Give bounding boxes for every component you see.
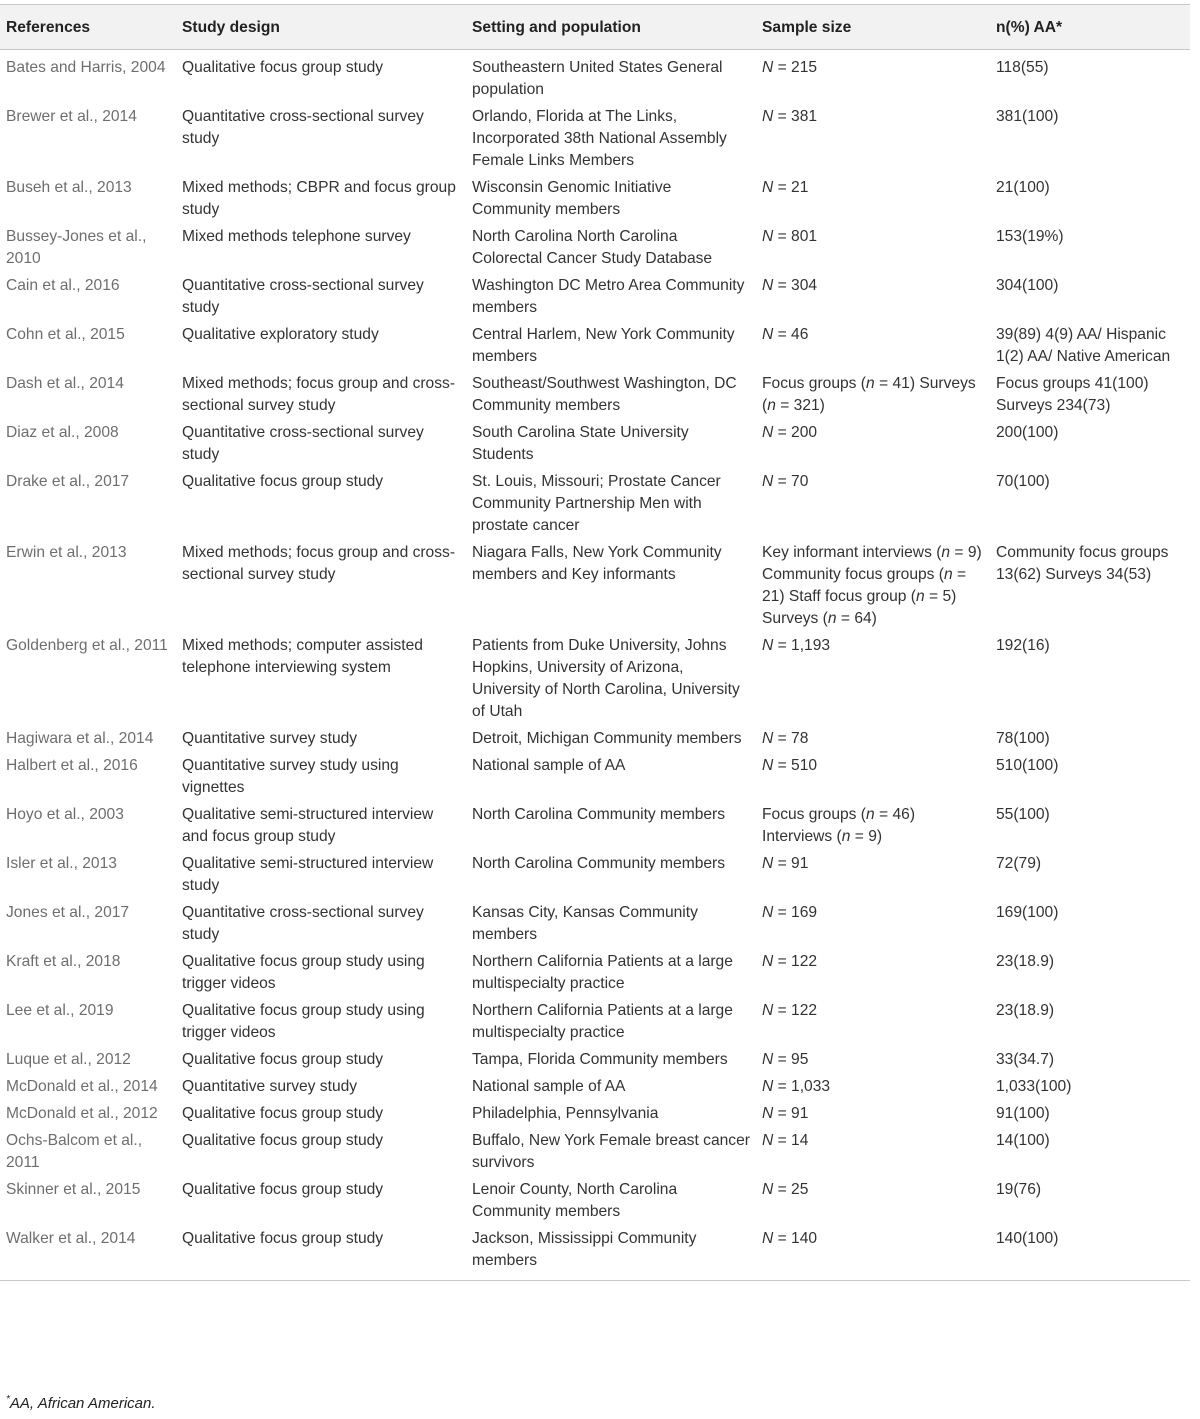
cell-study-design: Qualitative focus group study [176, 1225, 466, 1281]
cell-reference: Skinner et al., 2015 [6, 1181, 141, 1198]
cell-study-design: Mixed methods telephone survey [182, 228, 411, 245]
cell-reference: Erwin et al., 2013 [6, 544, 127, 561]
cell-sample-size: N = 78 [762, 730, 809, 747]
cell-reference: Hagiwara et al., 2014 [6, 730, 154, 747]
cell-study-design: Qualitative focus group study [182, 59, 384, 76]
cell-n-percent-aa: 72(79) [996, 855, 1042, 872]
cell-study-design: Quantitative cross-sectional survey study [182, 904, 424, 943]
table-row [0, 1225, 1190, 1281]
cell-n-percent-aa: 91(100) [996, 1105, 1050, 1122]
cell-n-percent-aa: 381(100) [996, 108, 1059, 125]
table-row [0, 752, 1190, 801]
cell-reference: McDonald et al., 2012 [6, 1105, 158, 1122]
cell-reference: Ochs-Balcom et al., 2011 [6, 1132, 143, 1171]
cell-n-percent-aa: 78(100) [996, 730, 1050, 747]
cell-sample-size: Key informant interviews (n = 9) Community focus groups (n = 21) Staff focus group (n = 5) Surveys (n = 64) [762, 544, 982, 627]
cell-sample-size: N = 1,193 [762, 637, 831, 654]
cell-setting-population: National sample of AA [472, 1078, 626, 1095]
cell-reference: Jones et al., 2017 [6, 904, 130, 921]
table-row [0, 997, 1190, 1046]
table-row [0, 632, 1190, 725]
cell-setting-population: Buffalo, New York Female breast cancer survivors [472, 1132, 750, 1171]
table-row [0, 801, 1190, 850]
cell-study-design: Quantitative cross-sectional survey study [182, 424, 424, 463]
cell-study-design: Quantitative cross-sectional survey study [182, 277, 424, 316]
cell-sample-size: N = 14 [762, 1132, 809, 1149]
cell-study-design: Qualitative semi-structured interview study [182, 855, 434, 894]
footnote [6, 1394, 156, 1412]
cell-setting-population: Orlando, Florida at The Links, Incorporated 38th National Assembly Female Links Members [472, 108, 727, 169]
cell-setting-population: Northern California Patients at a large multispecialty practice [472, 953, 733, 992]
header-row [0, 5, 1190, 50]
header-n-percent-aa: n(%) AA* [990, 5, 1190, 50]
cell-setting-population: Detroit, Michigan Community members [472, 730, 742, 747]
cell-reference: Buseh et al., 2013 [6, 179, 132, 196]
cell-setting-population: Niagara Falls, New York Community members and Key informants [472, 544, 722, 583]
table-row [0, 370, 1190, 419]
table-row [0, 899, 1190, 948]
table-header [0, 5, 1190, 50]
cell-reference: Walker et al., 2014 [0, 1225, 176, 1281]
cell-setting-population: Wisconsin Genomic Initiative Community members [472, 179, 672, 218]
table-row [0, 1176, 1190, 1225]
table-row [0, 1127, 1190, 1176]
header-references: References [0, 5, 176, 50]
cell-setting-population: Patients from Duke University, Johns Hopkins, University of Arizona, University of North Carolina, University of Utah [472, 637, 740, 720]
cell-sample-size: N = 95 [762, 1051, 809, 1068]
cell-study-design: Mixed methods; CBPR and focus group study [182, 179, 456, 218]
table-row [0, 725, 1190, 752]
cell-setting-population: North Carolina Community members [472, 806, 726, 823]
cell-reference: Goldenberg et al., 2011 [6, 637, 168, 654]
cell-reference: McDonald et al., 2014 [6, 1078, 158, 1095]
table-row [0, 321, 1190, 370]
cell-sample-size: Focus groups (n = 41) Surveys (n = 321) [762, 375, 976, 414]
cell-n-percent-aa: 55(100) [996, 806, 1050, 823]
cell-sample-size: N = 169 [762, 904, 818, 921]
cell-n-percent-aa: 21(100) [996, 179, 1050, 196]
cell-reference: Cain et al., 2016 [6, 277, 120, 294]
cell-n-percent-aa: 192(16) [996, 637, 1050, 654]
cell-n-percent-aa: 169(100) [996, 904, 1059, 921]
cell-study-design: Quantitative cross-sectional survey study [182, 108, 424, 147]
table-row [0, 948, 1190, 997]
cell-sample-size: N = 140 [756, 1225, 990, 1281]
cell-sample-size: Focus groups (n = 46) Interviews (n = 9) [762, 806, 916, 845]
cell-setting-population: Philadelphia, Pennsylvania [472, 1105, 659, 1122]
cell-setting-population: Southeastern United States General population [472, 59, 723, 98]
cell-reference: Drake et al., 2017 [6, 473, 130, 490]
cell-sample-size: N = 91 [762, 1105, 809, 1122]
table-row [0, 50, 1190, 104]
footnote-text: AA, African American. [9, 1395, 156, 1412]
cell-setting-population: National sample of AA [472, 757, 626, 774]
table-row [0, 174, 1190, 223]
cell-n-percent-aa: 153(19%) [996, 228, 1064, 245]
cell-study-design: Qualitative focus group study [182, 1132, 384, 1149]
cell-n-percent-aa: 19(76) [996, 1181, 1042, 1198]
cell-study-design: Qualitative focus group study using trigger videos [182, 953, 425, 992]
cell-sample-size: N = 70 [762, 473, 809, 490]
cell-setting-population: Northern California Patients at a large multispecialty practice [472, 1002, 733, 1041]
table-row [0, 539, 1190, 632]
table-row [0, 850, 1190, 899]
cell-reference: Bates and Harris, 2004 [6, 59, 166, 76]
cell-setting-population: Lenoir County, North Carolina Community members [472, 1181, 678, 1220]
cell-setting-population: Washington DC Metro Area Community members [472, 277, 745, 316]
cell-n-percent-aa: 200(100) [996, 424, 1059, 441]
table-row [0, 1046, 1190, 1073]
cell-n-percent-aa: 510(100) [996, 757, 1059, 774]
cell-n-percent-aa: 140(100) [990, 1225, 1190, 1281]
cell-sample-size: N = 200 [762, 424, 818, 441]
cell-n-percent-aa: Community focus groups 13(62) Surveys 34(53) [996, 544, 1169, 583]
cell-n-percent-aa: 14(100) [996, 1132, 1050, 1149]
cell-study-design: Mixed methods; focus group and cross-sectional survey study [182, 375, 456, 414]
references-table [0, 4, 1190, 1281]
cell-reference: Diaz et al., 2008 [6, 424, 119, 441]
cell-reference: Halbert et al., 2016 [6, 757, 138, 774]
cell-setting-population: Kansas City, Kansas Community members [472, 904, 698, 943]
cell-reference: Lee et al., 2019 [6, 1002, 114, 1019]
cell-sample-size: N = 122 [762, 1002, 818, 1019]
cell-n-percent-aa: 23(18.9) [996, 1002, 1055, 1019]
cell-sample-size: N = 510 [762, 757, 818, 774]
cell-study-design: Qualitative focus group study [182, 1181, 384, 1198]
cell-study-design: Quantitative survey study [182, 1078, 358, 1095]
cell-sample-size: N = 304 [762, 277, 818, 294]
cell-reference: Hoyo et al., 2003 [6, 806, 124, 823]
cell-setting-population: Southeast/Southwest Washington, DC Community members [472, 375, 737, 414]
cell-reference: Luque et al., 2012 [6, 1051, 131, 1068]
cell-study-design: Qualitative exploratory study [182, 326, 379, 343]
cell-setting-population: Central Harlem, New York Community members [472, 326, 735, 365]
cell-study-design: Qualitative focus group study [182, 1051, 384, 1068]
cell-sample-size: N = 381 [762, 108, 818, 125]
cell-n-percent-aa: 304(100) [996, 277, 1059, 294]
table-row [0, 419, 1190, 468]
cell-study-design: Quantitative survey study using vignettes [182, 757, 399, 796]
cell-setting-population: Tampa, Florida Community members [472, 1051, 728, 1068]
table-row [0, 468, 1190, 539]
cell-study-design: Qualitative focus group study [182, 1105, 384, 1122]
cell-study-design: Qualitative focus group study using trigger videos [182, 1002, 425, 1041]
cell-sample-size: N = 215 [762, 59, 818, 76]
table-row [0, 103, 1190, 174]
cell-reference: Kraft et al., 2018 [6, 953, 121, 970]
cell-study-design: Mixed methods; focus group and cross-sectional survey study [182, 544, 456, 583]
cell-setting-population: North Carolina North Carolina Colorectal Cancer Study Database [472, 228, 713, 267]
cell-n-percent-aa: 70(100) [996, 473, 1050, 490]
cell-study-design: Qualitative semi-structured interview and focus group study [182, 806, 434, 845]
cell-study-design: Quantitative survey study [182, 730, 358, 747]
cell-n-percent-aa: 118(55) [996, 59, 1049, 76]
cell-n-percent-aa: 39(89) 4(9) AA/ Hispanic 1(2) AA/ Native American [996, 326, 1171, 365]
table-row [0, 272, 1190, 321]
cell-sample-size: N = 91 [762, 855, 809, 872]
cell-reference: Brewer et al., 2014 [6, 108, 137, 125]
table-row [0, 223, 1190, 272]
table-body [0, 50, 1190, 1281]
table-row [0, 1100, 1190, 1127]
header-study-design: Study design [176, 5, 466, 50]
header-sample-size: Sample size [756, 5, 990, 50]
cell-sample-size: N = 46 [762, 326, 809, 343]
cell-setting-population: North Carolina Community members [472, 855, 726, 872]
cell-reference: Isler et al., 2013 [6, 855, 117, 872]
footnote-marker: * [6, 1394, 10, 1405]
cell-sample-size: N = 21 [762, 179, 809, 196]
cell-setting-population: South Carolina State University Students [472, 424, 689, 463]
cell-sample-size: N = 25 [762, 1181, 809, 1198]
cell-study-design: Mixed methods; computer assisted telephone interviewing system [182, 637, 423, 676]
cell-study-design: Qualitative focus group study [182, 473, 384, 490]
cell-reference: Cohn et al., 2015 [6, 326, 125, 343]
cell-n-percent-aa: 33(34.7) [996, 1051, 1055, 1068]
header-setting-population: Setting and population [466, 5, 756, 50]
cell-n-percent-aa: 1,033(100) [996, 1078, 1072, 1095]
cell-n-percent-aa: 23(18.9) [996, 953, 1055, 970]
cell-reference: Dash et al., 2014 [6, 375, 124, 392]
cell-n-percent-aa: Focus groups 41(100) Surveys 234(73) [996, 375, 1149, 414]
cell-setting-population: Jackson, Mississippi Community members [466, 1225, 756, 1281]
cell-sample-size: N = 122 [762, 953, 818, 970]
cell-sample-size: N = 1,033 [762, 1078, 831, 1095]
table-row [0, 1073, 1190, 1100]
cell-setting-population: St. Louis, Missouri; Prostate Cancer Community Partnership Men with prostate cancer [472, 473, 721, 534]
cell-sample-size: N = 801 [762, 228, 818, 245]
cell-reference: Bussey-Jones et al., 2010 [6, 228, 147, 267]
